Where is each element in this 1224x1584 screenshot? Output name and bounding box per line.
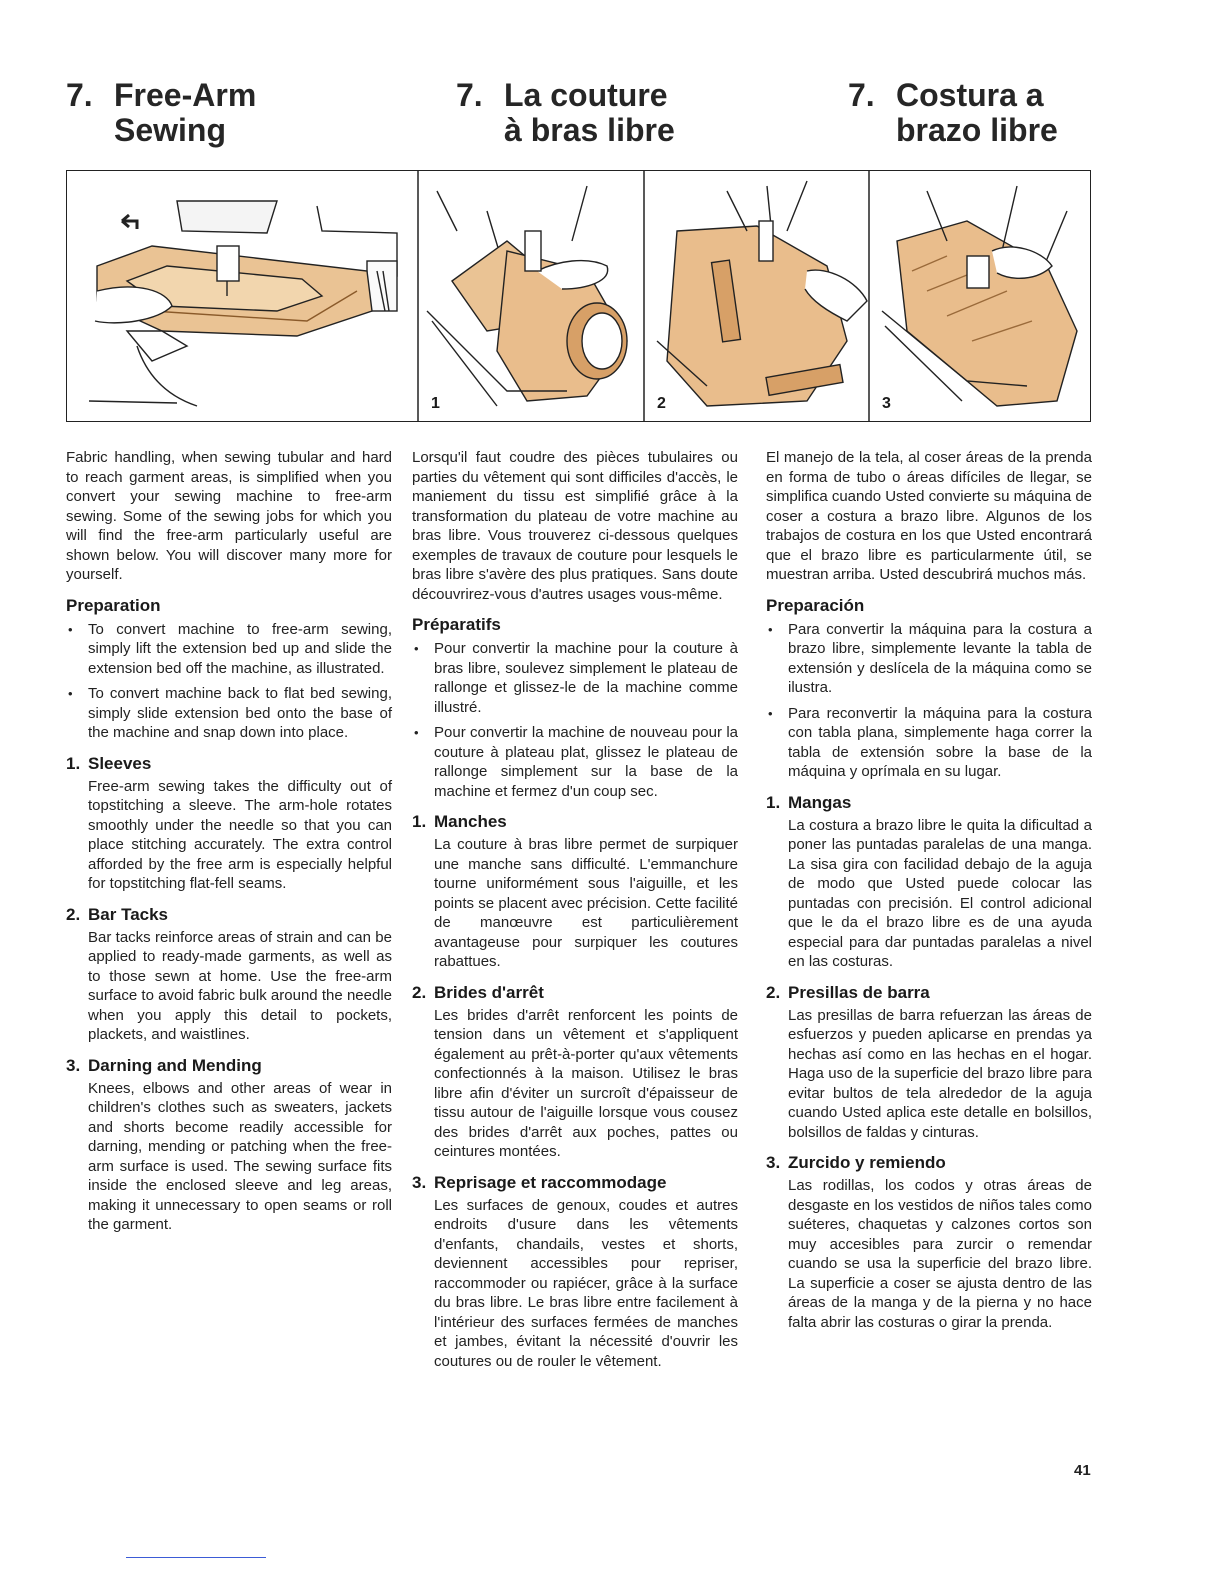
section-title: [766, 792, 1092, 814]
spanish-column: [766, 448, 1092, 1332]
extension-bed-illustration: [89, 201, 397, 406]
french-prep-bullet: • Pour convertir la machine pour la couture à bras libre, soulevez simplement le plateau de rallonge et glissez-le de la machine comme illustré.: [412, 639, 738, 717]
footer-rule: [126, 1557, 266, 1558]
section-title: [66, 904, 392, 926]
title-french: [456, 78, 675, 148]
section-number: 3.: [66, 1055, 81, 1075]
section-body: Les brides d'arrêt renforcent les points de tension dans un vêtement et s'appliquent également au prêt-à-porter qu'aux vêtements confectionnés à la maison. Utilisez le bras libre afin d'éviter un surcroît d'épaisseur de tissu autour de l'aiguille lorsque vous cousez des brides d'arrêt aux poches, pattes ou ceintures montées.: [434, 1006, 738, 1160]
english-prep-bullet: • To convert machine back to flat bed sewing, simply slide extension bed onto the base of the machine and snap down into place.: [66, 684, 392, 743]
section-title-text: Mangas: [788, 792, 852, 812]
section-title-text: Presillas de barra: [788, 982, 930, 1002]
english-column: [66, 448, 392, 1235]
spanish-section-mangas: [766, 792, 1092, 972]
spanish-prep-list: [766, 620, 1092, 782]
french-intro: Lorsqu'il faut coudre des pièces tubulaires ou parties du vêtement qui sont difficiles d'accès, le maniement du tissu est simplifié grâce à la transformation du plateau de votre machine au bras libre. Vous trouverez ci-dessous quelques exemples de travaux de couture pour lesquels le bras libre s'avère des plus pratiques. Sans doute découvrirez-vous d'autres usages vous-même.: [412, 449, 738, 603]
section-body: Les surfaces de genoux, coudes et autres endroits d'usure dans les vêtements d'enfants, chandails, vestes et shorts, deviennent accessibles pour repriser, raccommoder ou rapiécer, grâce à la surface du bras libre. Le bras libre entre facilement à l'intérieur des surfaces fermées de manches et jambes, évitant la nécessité d'ouvrir les coutures ou de rouler le vêtement.: [434, 1196, 738, 1370]
section-number: 1.: [66, 753, 81, 773]
title-english: [66, 78, 256, 148]
spanish-section-presillas: [766, 982, 1092, 1143]
panel-label-3: 3: [882, 395, 891, 412]
section-title-text: Manches: [434, 812, 507, 831]
french-section-reprisage: [412, 1172, 738, 1372]
section-title: [66, 753, 392, 775]
spanish-section-zurcido: [766, 1152, 1092, 1332]
french-column: [412, 448, 738, 1371]
title-english-number: 7.: [66, 77, 93, 113]
sleeve-illustration: [427, 186, 627, 406]
spanish-intro: El manejo de la tela, al coser áreas de la prenda en forma de tubo o áreas difíciles de llegar, se simplifica cuando Usted convierte su máquina de coser a costura a brazo libre. Algunos de los trabajos de costura en los que Usted encontrará que el brazo libre es particularmente útil, se muestran arriba. Usted descubrirá muchos más.: [766, 449, 1093, 583]
section-title-text: Bar Tacks: [88, 904, 169, 924]
section-number: 1.: [766, 792, 781, 812]
section-number: 2.: [412, 982, 427, 1002]
title-spanish-line1: Costura a: [896, 77, 1044, 113]
section-title: [412, 811, 738, 833]
title-english-line1: Free-Arm: [114, 77, 257, 113]
section-title-text: Sleeves: [88, 753, 152, 773]
section-number: 2.: [66, 904, 81, 924]
section-body: Knees, elbows and other areas of wear in children's clothes such as sweaters, jackets and shorts become readily accessible for darning, mending or patching when the free-arm surface is used. The sewing surface fits inside the enclosed sleeve and leg areas, making it unnecessary to open seams or roll the garment.: [88, 1079, 392, 1233]
section-title: [412, 982, 738, 1004]
french-prep-heading: Préparatifs: [412, 615, 501, 634]
title-spanish-number: 7.: [848, 77, 875, 113]
english-section-darning: [66, 1055, 392, 1235]
english-intro: Fabric handling, when sewing tubular and hard to reach garment areas, is simplified when you convert your sewing machine to free-arm sewing. Some of the sewing jobs for which you will find the free-arm particularly useful are shown below. You will discover many more for yourself.: [66, 449, 392, 583]
section-number: 3.: [766, 1153, 781, 1172]
panel-label-2: 2: [657, 395, 666, 412]
english-prep-heading: Preparation: [66, 595, 161, 615]
section-title-text: Darning and Mending: [88, 1055, 262, 1075]
title-spanish: [848, 78, 1058, 148]
spanish-prep-heading: Preparación: [766, 595, 865, 615]
section-body: Free-arm sewing takes the difficulty out of topstitching a sleeve. The arm-hole rotates smoothly under the needle so that you can place stitching accurately. The extra control afforded by the free arm is especially helpful for topstitching flat-fell seams.: [88, 777, 392, 892]
section-number: 2.: [766, 982, 781, 1002]
darning-illustration: [882, 186, 1077, 406]
title-french-line2: à bras libre: [504, 112, 675, 148]
section-body: La couture à bras libre permet de surpiquer une manche sans difficulté. L'emmanchure tourne uniformément sous l'aiguille, et les points se placent avec précision. Cette facilité de manœuvre est particulièrement avantageuse pour surpiquer les coutures rabattues.: [434, 836, 738, 970]
section-title-text: Zurcido y remiendo: [788, 1153, 946, 1172]
section-title: [412, 1172, 738, 1194]
panel-label-1: 1: [431, 395, 440, 412]
section-body: Bar tacks reinforce areas of strain and can be applied to ready-made garments, as well as to those sewn at home. Use the free-arm surface to avoid fabric bulk around the needle when you apply this detail to pockets, plackets, and waistlines.: [88, 928, 392, 1043]
section-title-text: Brides d'arrêt: [434, 982, 544, 1002]
french-section-manches: [412, 811, 738, 972]
french-prep-bullet: • Pour convertir la machine de nouveau pour la couture à plateau plat, glissez le plateau de rallonge simplement sur la base de la machine et fermez d'un coup sec.: [412, 723, 738, 801]
french-section-brides: [412, 982, 738, 1162]
illustration-strip: [66, 170, 1091, 422]
illustration-svg: [67, 171, 1091, 422]
title-french-number: 7.: [456, 77, 483, 113]
section-number: 1.: [412, 812, 427, 831]
section-title: [766, 982, 1092, 1004]
section-body: Las rodillas, los codos y otras áreas de desgaste en los vestidos de niños tales como suéteres, chaquetas y calzones cortos son muy accesibles para zurcir o remendar cuando se usa la superficie del brazo libre. La superficie a coser se ajusta dentro de las áreas de la manga y de la pierna y no hace falta abrir las costuras o girar la prenda.: [788, 1177, 1092, 1331]
spanish-prep-bullet: • Para reconvertir la máquina para la costura con tabla plana, simplemente haga correr la tabla de extensión sobre la base de la máquina y oprímala en su lugar.: [766, 704, 1092, 782]
english-section-bar-tacks: [66, 904, 392, 1045]
page-number: 41: [1074, 1462, 1091, 1479]
english-prep-bullet: • To convert machine to free-arm sewing, simply lift the extension bed up and slide the extension bed off the machine, as illustrated.: [66, 620, 392, 679]
section-body: La costura a brazo libre le quita la dificultad a poner las puntadas paralelas de una manga. La sisa gira con facilidad debajo de la aguja de modo que Usted puede colocar las puntadas con precisión. El control adicional que le da el brazo libre es de una ayuda especial para dar puntadas paralelas a nivel en las costuras.: [788, 816, 1092, 970]
section-body: Las presillas de barra refuerzan las áreas de esfuerzos y pueden aplicarse en prendas ya hechas así como en las hechas en el hogar. Haga uso de la superficie del brazo libre para evitar bultos de tela alrededor de la aguja cuando Usted aplica este detalle en bolsillos, bolsillos de faldas y cinturas.: [788, 1006, 1092, 1141]
section-number: 3.: [412, 1172, 427, 1192]
section-title-text: Reprisage et raccommodage: [434, 1172, 667, 1192]
english-section-sleeves: [66, 753, 392, 894]
english-prep-list: [66, 620, 392, 743]
french-prep-list: [412, 639, 738, 801]
section-title: [66, 1055, 392, 1077]
title-english-line2: Sewing: [114, 112, 227, 148]
title-french-line1: La couture: [504, 77, 668, 113]
section-title: [766, 1152, 1092, 1174]
spanish-prep-bullet: • Para convertir la máquina para la costura a brazo libre, simplemente levante la tabla de extensión y deslícela de la máquina como se ilustra.: [766, 620, 1092, 698]
title-spanish-line2: brazo libre: [896, 112, 1058, 148]
bar-tack-illustration: [657, 181, 867, 406]
